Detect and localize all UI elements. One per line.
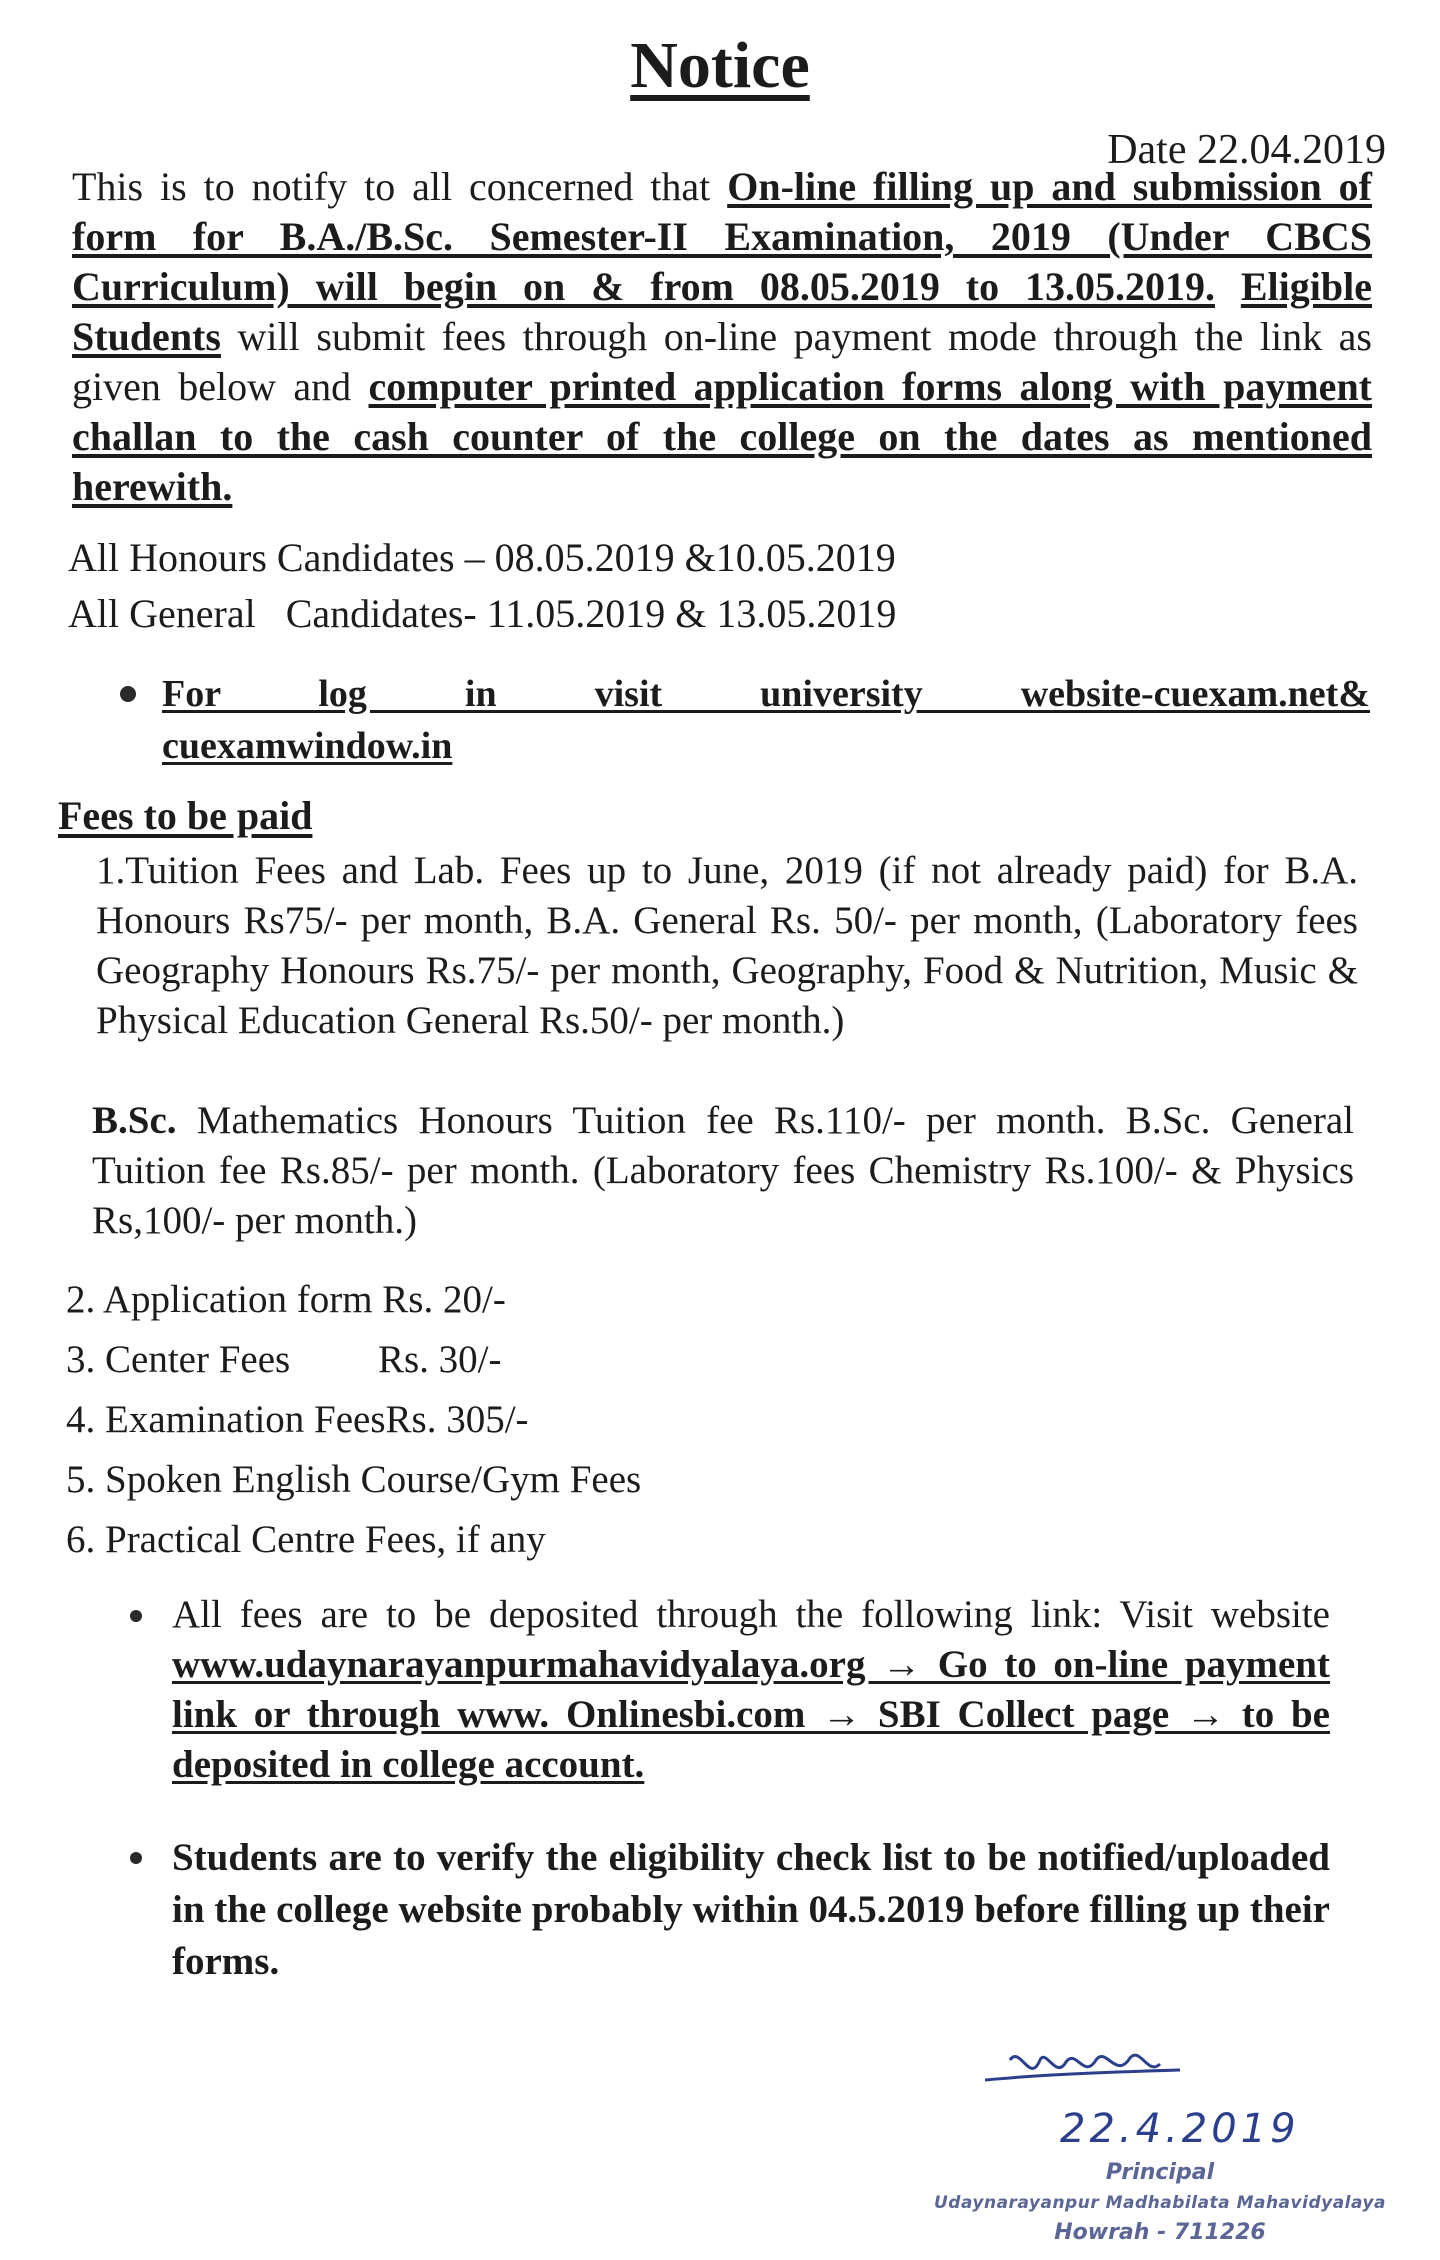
deposit-intro: All fees are to be deposited through the following link: Visit website: [172, 1593, 1330, 1636]
fee-item-amount: Rs. 30/-: [377, 1338, 502, 1381]
bsc-label: B.Sc.: [92, 1099, 177, 1142]
honours-schedule: All Honours Candidates – 08.05.2019 &10.05.2019: [68, 535, 896, 580]
signature-scribble-icon: [980, 2040, 1200, 2100]
intro-text: [1215, 264, 1241, 309]
verify-bullet: [130, 1832, 1330, 1988]
fee-item: [66, 1510, 641, 1570]
deposit-bullet: [130, 1590, 1330, 1790]
deposit-text: [172, 1590, 1330, 1790]
fee-item-label: 6. Practical Centre Fees, if any: [66, 1518, 546, 1561]
login-bullet: [120, 668, 1370, 772]
bsc-fees: [92, 1096, 1354, 1246]
fee-item: [66, 1390, 641, 1450]
fee-item-amount: Rs. 20/-: [382, 1278, 506, 1321]
principal-signature-block: [920, 2040, 1420, 2250]
notice-intro: [72, 162, 1372, 512]
payment-link[interactable]: www.udaynarayanpurmahavidyalaya.org → Go to on-line payment link or through www. Onlinesbi.com → SBI Collect page → to be deposited in college account.: [172, 1643, 1330, 1786]
tuition-fees: 1.Tuition Fees and Lab. Fees up to June, 2019 (if not already paid) for B.A. Honours Rs75/- per month, B.A. General Rs. 50/- per month, (Laboratory fees Geography Honours Rs.75/- per month, Geography, Food & Nutrition, Music & Physical Education General Rs.50/- per month.): [96, 849, 1358, 1042]
fee-item-label: 2. Application form: [66, 1278, 383, 1321]
stamp-institution: Udaynarayanpur Madhabilata Mahavidyalaya: [933, 2193, 1386, 2213]
fee-item: [66, 1330, 641, 1390]
stamp-address: Howrah - 711226: [1054, 2220, 1266, 2245]
bsc-text: Mathematics Honours Tuition fee Rs.110/- per month. B.Sc. General Tuition fee Rs.85/- per month. (Laboratory fees Chemistry Rs.100/- & Physics Rs,100/- per month.): [92, 1099, 1354, 1242]
fee-item-label: 3. Center Fees: [66, 1338, 378, 1381]
login-link-text[interactable]: For log in visit university website-cuexam.net& cuexamwindow.in: [162, 673, 1370, 767]
verify-text: Students are to verify the eligibility check list to be notified/uploaded in the college website probably within 04.5.2019 before filling up their forms.: [172, 1836, 1330, 1983]
notice-title: Notice: [630, 29, 810, 102]
principal-stamp: [920, 2158, 1400, 2248]
fee-item-label: 4. Examination Fees: [66, 1398, 386, 1441]
intro-highlight: On-line filling up and submission of form for B.A./B.Sc. Semester-II Examination, 2019 (Under CBCS Curriculum) will begin on & from 08.05.2019 to 13.05.2019.: [72, 164, 1372, 309]
bullet-icon: [130, 1852, 142, 1864]
fee-item-label: 5. Spoken English Course/Gym Fees: [66, 1458, 642, 1501]
fee-item: [66, 1450, 641, 1510]
signature-date: 22.4.2019: [1060, 2106, 1300, 2152]
bullet-icon: [130, 1610, 142, 1622]
notice-date: Date 22.04.2019: [1107, 127, 1386, 173]
stamp-title: Principal: [1105, 2160, 1215, 2185]
fee-item: [66, 1270, 641, 1330]
intro-text: This is to notify to all concerned that: [72, 164, 728, 209]
candidate-schedule: [68, 530, 896, 642]
intro-highlight: Eligible Students: [72, 264, 1372, 359]
fees-heading: Fees to be paid: [58, 793, 313, 838]
general-schedule: All General Candidates- 11.05.2019 & 13.05.2019: [68, 591, 897, 636]
intro-highlight: computer printed application forms along with payment challan to the cash counter of the college on the dates as mentioned herewith.: [72, 364, 1373, 509]
bullet-icon: [120, 686, 136, 702]
intro-text: will submit fees through on-line payment mode through the link as given below and: [72, 314, 1372, 409]
fee-item-amount: Rs. 305/-: [385, 1398, 529, 1441]
fee-items: [66, 1270, 641, 1570]
